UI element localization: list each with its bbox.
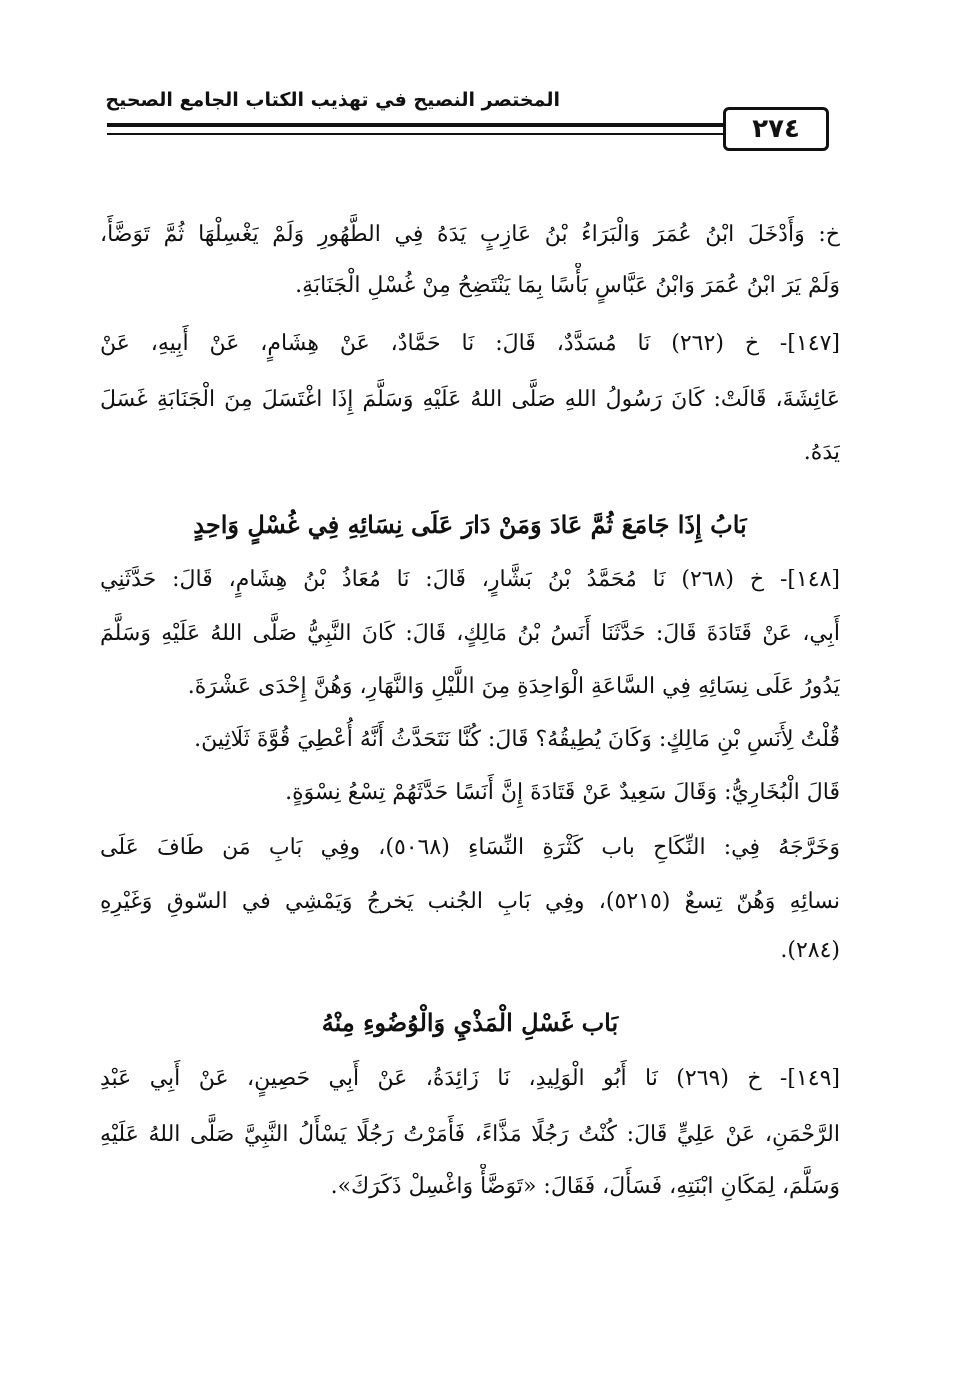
book-title: المختصر النصيح في تهذيب الكتاب الجامع الصحيح <box>105 89 560 111</box>
text-line: يَدُورُ عَلَى نِسَائِهِ فِي السَّاعَةِ الْوَاحِدَةِ مِنَ اللَّيْلِ وَالنَّهَارِ، وَهُنَّ إِحْدَى عَشْرَةَ. <box>187 674 840 699</box>
text-line: خ: وَأَدْخَلَ ابْنُ عُمَرَ وَالْبَرَاءُ بْنُ عَازِبٍ يَدَهُ فِي الطَّهُورِ وَلَمْ يَغْسِلْهَا ثُمَّ تَوَضَّأَ، <box>100 222 840 247</box>
page-number: ٢٧٤ <box>723 107 829 151</box>
text-line: وَخَرَّجَهُ فِي: النِّكَاحِ باب كَثْرَةِ النِّسَاءِ (٥٠٦٨)، وفِي بَابِ مَن طَافَ عَلَى <box>100 835 840 860</box>
chapter-heading: بَابُ إِذَا جَامَعَ ثُمَّ عَادَ وَمَنْ دَارَ عَلَى نِسَائِهِ فِي غُسْلٍ وَاحِدٍ <box>193 510 747 539</box>
header-rule-thick <box>107 123 730 127</box>
hadith-148: [١٤٨]- خ (٢٦٨) نَا مُحَمَّدُ بْنُ بَشَّارٍ، قَالَ: نَا مُعَاذُ بْنُ هِشَامٍ، قَالَ: حَدَّثَنِي <box>100 567 840 592</box>
text-line: قُلْتُ لِأَنَسِ بْنِ مَالِكٍ: وَكَانَ يُطِيقُهُ؟ قَالَ: كُنَّا نَتَحَدَّثُ أَنَّهُ أُعْطِيَ قُوَّةَ ثَلَاثِينَ. <box>194 727 840 752</box>
text-line: وَلَمْ يَرَ ابْنُ عُمَرَ وَابْنُ عَبَّاسٍ بَأْسًا بِمَا يَنْتَضِحُ مِنْ غُسْلِ الْجَنَابَةِ. <box>295 273 840 298</box>
text-line: وَسَلَّمَ، لِمَكَانِ ابْنَتِهِ، فَسَأَلَ، فَقَالَ: «تَوَضَّأْ وَاغْسِلْ ذَكَرَكَ». <box>330 1174 840 1199</box>
text-line: قَالَ الْبُخَارِيُّ: وَقَالَ سَعِيدٌ عَنْ قَتَادَةَ إِنَّ أَنَسًا حَدَّثَهُمْ تِسْعُ نِسْوَةٍ. <box>285 780 840 805</box>
hadith-149: [١٤٩]- خ (٢٦٩) نَا أَبُو الْوَلِيدِ، نَا زَائِدَةُ، عَنْ أَبِي حَصِينٍ، عَنْ أَبِي عَبْدِ <box>100 1066 840 1091</box>
text-line: يَدَهُ. <box>803 440 840 465</box>
hadith-147: [١٤٧]- خ (٢٦٢) نَا مُسَدَّدٌ، قَالَ: نَا حَمَّادٌ، عَنْ هِشَامٍ، عَنْ أَبِيهِ، عَنْ <box>100 331 840 356</box>
text-line: الرَّحْمَنِ، عَنْ عَلِيٍّ قَالَ: كُنْتُ رَجُلًا مَذَّاءً، فَأَمَرْتُ رَجُلًا يَسْأَلُ النَّبِيَّ صَلَّى اللهُ عَلَيْهِ <box>100 1122 840 1147</box>
text-line: (٢٨٤). <box>780 938 840 963</box>
text-line: عَائِشَةَ، قَالَتْ: كَانَ رَسُولُ اللهِ صَلَّى اللهُ عَلَيْهِ وَسَلَّمَ إِذَا اغْتَسَلَ مِنَ الْجَنَابَةِ غَسَلَ <box>100 387 840 412</box>
text-line: أَبِي، عَنْ قَتَادَةَ قَالَ: حَدَّثَنَا أَنَسُ بْنُ مَالِكٍ، قَالَ: كَانَ النَّبِيُّ صَلَّى اللهُ عَلَيْهِ وَسَلَّمَ <box>100 621 840 646</box>
header-rule-thin <box>107 133 730 135</box>
text-line: نسائِهِ وَهُنّ تِسعٌ (٥٢١٥)، وفِي بَابِ الجُنب يَخرجُ وَيَمْشِي في السّوقِ وَغَيْرِهِ <box>100 889 840 914</box>
chapter-heading: بَاب غَسْلِ الْمَذْيِ وَالْوُضُوءِ مِنْهُ <box>321 1008 619 1037</box>
